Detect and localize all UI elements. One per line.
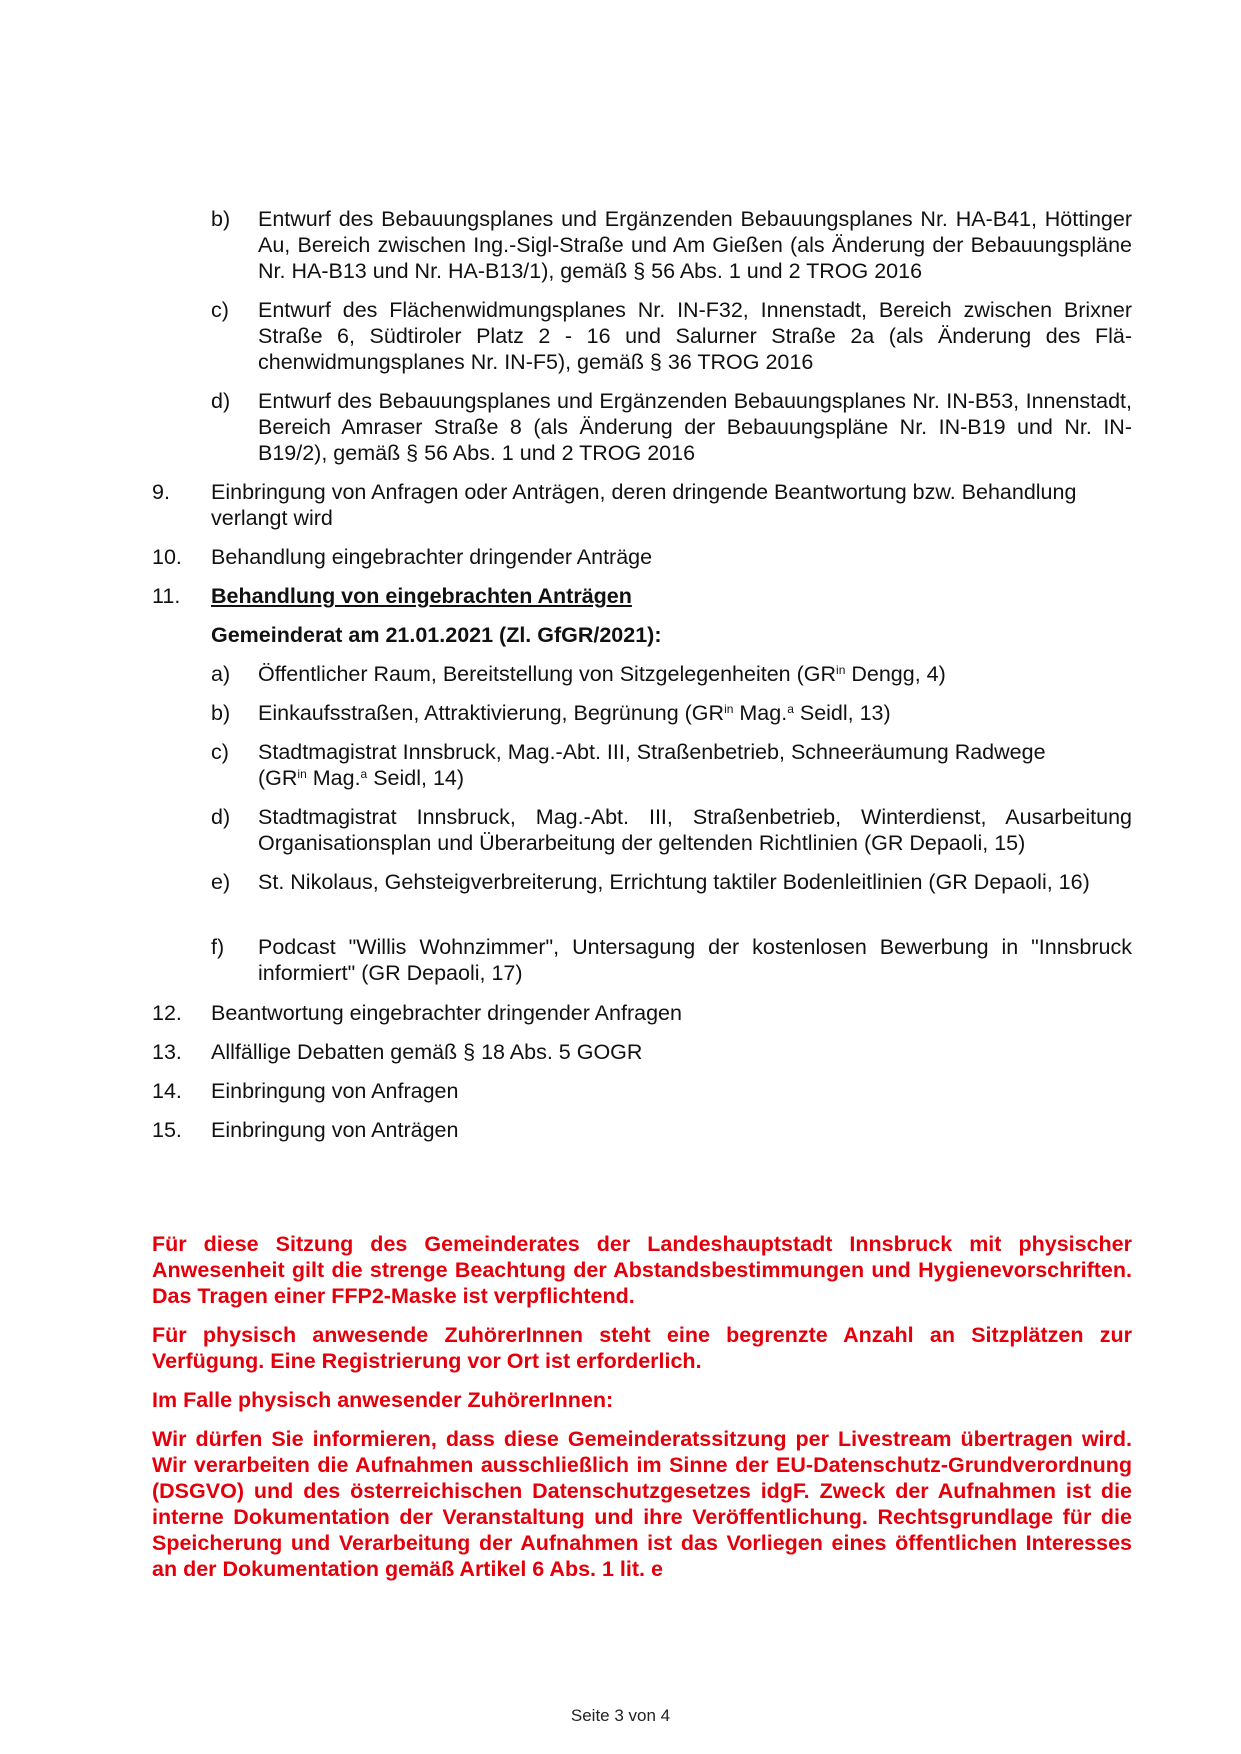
item-text: Beantwortung eingebrachter dringender Anfragen <box>211 1001 682 1025</box>
item-number: 14. <box>152 1079 182 1103</box>
subitem-letter: e) <box>211 870 231 894</box>
item-number: 10. <box>152 545 182 569</box>
subitem-letter: f) <box>211 935 225 959</box>
subitem-text: Öffentlicher Raum, Bereitstellung von Sitzgelegenheiten ($GR^{in}$ Dengg, 4) <box>258 662 946 686</box>
item-heading: Behandlung von eingebrachten Anträgen <box>211 584 632 608</box>
subitem-text: Entwurf des Bebauungsplanes und Ergänzenden Bebauungsplanes Nr. HA-B41, Höttinger Au, Bereich zwischen Ing.-Sigl-Straße und Am Gießen (als Änderung der Bebauungspläne Nr. HA-B13 und Nr. HA-B13/1), gemäß § 56 Abs. 1 und 2 TROG 2016 <box>258 207 1132 283</box>
subitem-letter: b) <box>211 701 231 725</box>
item-text: Einbringung von Anfragen <box>211 1079 459 1103</box>
item-text: Einbringung von Anträgen <box>211 1118 459 1142</box>
notice-livestream: Wir dürfen Sie informieren, dass diese Gemeinderatssitzung per Livestream übertragen wird. Wir verarbeiten die Aufnahmen ausschließlich im Sinne der EU-Datenschutz-Grundverordnung (DSGVO) und des österreichischen Datenschutzgesetzes idgF. Zweck der Aufnahmen ist die interne Dokumentation der Veranstaltung und ihre Veröffentlichung. Rechtsgrundlage für die Speicherung und Verarbeitung der Aufnahmen ist das Vorliegen eines öffentlichen Interesses an der Dokumentation gemäß Artikel 6 Abs. 1 lit. e <box>152 1427 1132 1581</box>
item-number: 15. <box>152 1118 182 1142</box>
notice-seating: Für physisch anwesende ZuhörerInnen steht eine begrenzte Anzahl an Sitzplätzen zur Verfügung. Eine Registrierung vor Ort ist erforderlich. <box>152 1323 1132 1373</box>
session-date-heading: Gemeinderat am 21.01.2021 (Zl. GfGR/2021): <box>211 623 662 647</box>
item-text: Behandlung eingebrachter dringender Anträge <box>211 545 653 569</box>
subitem-letter: c) <box>211 740 229 764</box>
subitem-letter: b) <box>211 207 231 231</box>
subitem-text: Entwurf des Flächenwidmungsplanes Nr. IN-F32, Innenstadt, Bereich zwischen Brixner Straße 6, Südtiroler Platz 2 - 16 und Salurner Straße 2a (als Änderung des Flächenwidmungsplanes Nr. IN-F5), gemäß § 36 TROG 2016 <box>258 298 1132 374</box>
subitem-text: Einkaufsstraßen, Attraktivierung, Begrünung ($GR^{in}$ Mag.$^a$ Seidl, 13) <box>258 701 891 725</box>
subitem-letter: d) <box>211 805 231 829</box>
subitem-letter: c) <box>211 298 229 322</box>
subitem-letter: a) <box>211 662 231 686</box>
page-number: Seite 3 von 4 <box>570 1706 671 1725</box>
item-text: Allfällige Debatten gemäß § 18 Abs. 5 GOGR <box>211 1040 643 1064</box>
subitem-letter: d) <box>211 389 231 413</box>
item-number: 13. <box>152 1040 182 1064</box>
notice-hygiene: Für diese Sitzung des Gemeinderates der Landeshauptstadt Innsbruck mit physischer Anwesenheit gilt die strenge Beachtung der Abstandsbestimmungen und Hygienevorschriften. Das Tragen einer FFP2-Maske ist verpflichtend. <box>152 1232 1132 1308</box>
subitem-text: St. Nikolaus, Gehsteigverbreiterung, Errichtung taktiler Bodenleitlinien (GR Depaoli, 16) <box>258 870 1090 894</box>
item-number: 11. <box>152 584 181 608</box>
item-number: 12. <box>152 1001 182 1025</box>
item-number: 9. <box>152 480 170 504</box>
subitem-text: Podcast "Willis Wohnzimmer", Untersagung der kostenlosen Bewerbung in "Innsbruck informiert" (GR Depaoli, 17) <box>258 935 1132 985</box>
subitem-text: Stadtmagistrat Innsbruck, Mag.-Abt. III, Straßenbetrieb, Schneeräumung Radwege ($GR^{in}$ Mag.$^a$ Seidl, 14) <box>258 740 1046 790</box>
item-text: Einbringung von Anfragen oder Anträgen, deren dringende Beantwortung bzw. Behandlung verlangt wird <box>211 480 1077 530</box>
subitem-text: Stadtmagistrat Innsbruck, Mag.-Abt. III, Straßenbetrieb, Winterdienst, Ausarbeitung Organisationsplan und Überarbeitung der geltenden Richtlinien (GR Depaoli, 15) <box>258 805 1132 855</box>
subitem-text: Entwurf des Bebauungsplanes und Ergänzenden Bebauungsplanes Nr. IN-B53, Innenstadt, Bereich Amraser Straße 8 (als Änderung der Bebauungspläne Nr. IN-B19 und Nr. IN-B19/2), gemäß § 56 Abs. 1 und 2 TROG 2016 <box>258 389 1132 465</box>
notice-listeners-heading: Im Falle physisch anwesender ZuhörerInnen: <box>152 1388 614 1412</box>
